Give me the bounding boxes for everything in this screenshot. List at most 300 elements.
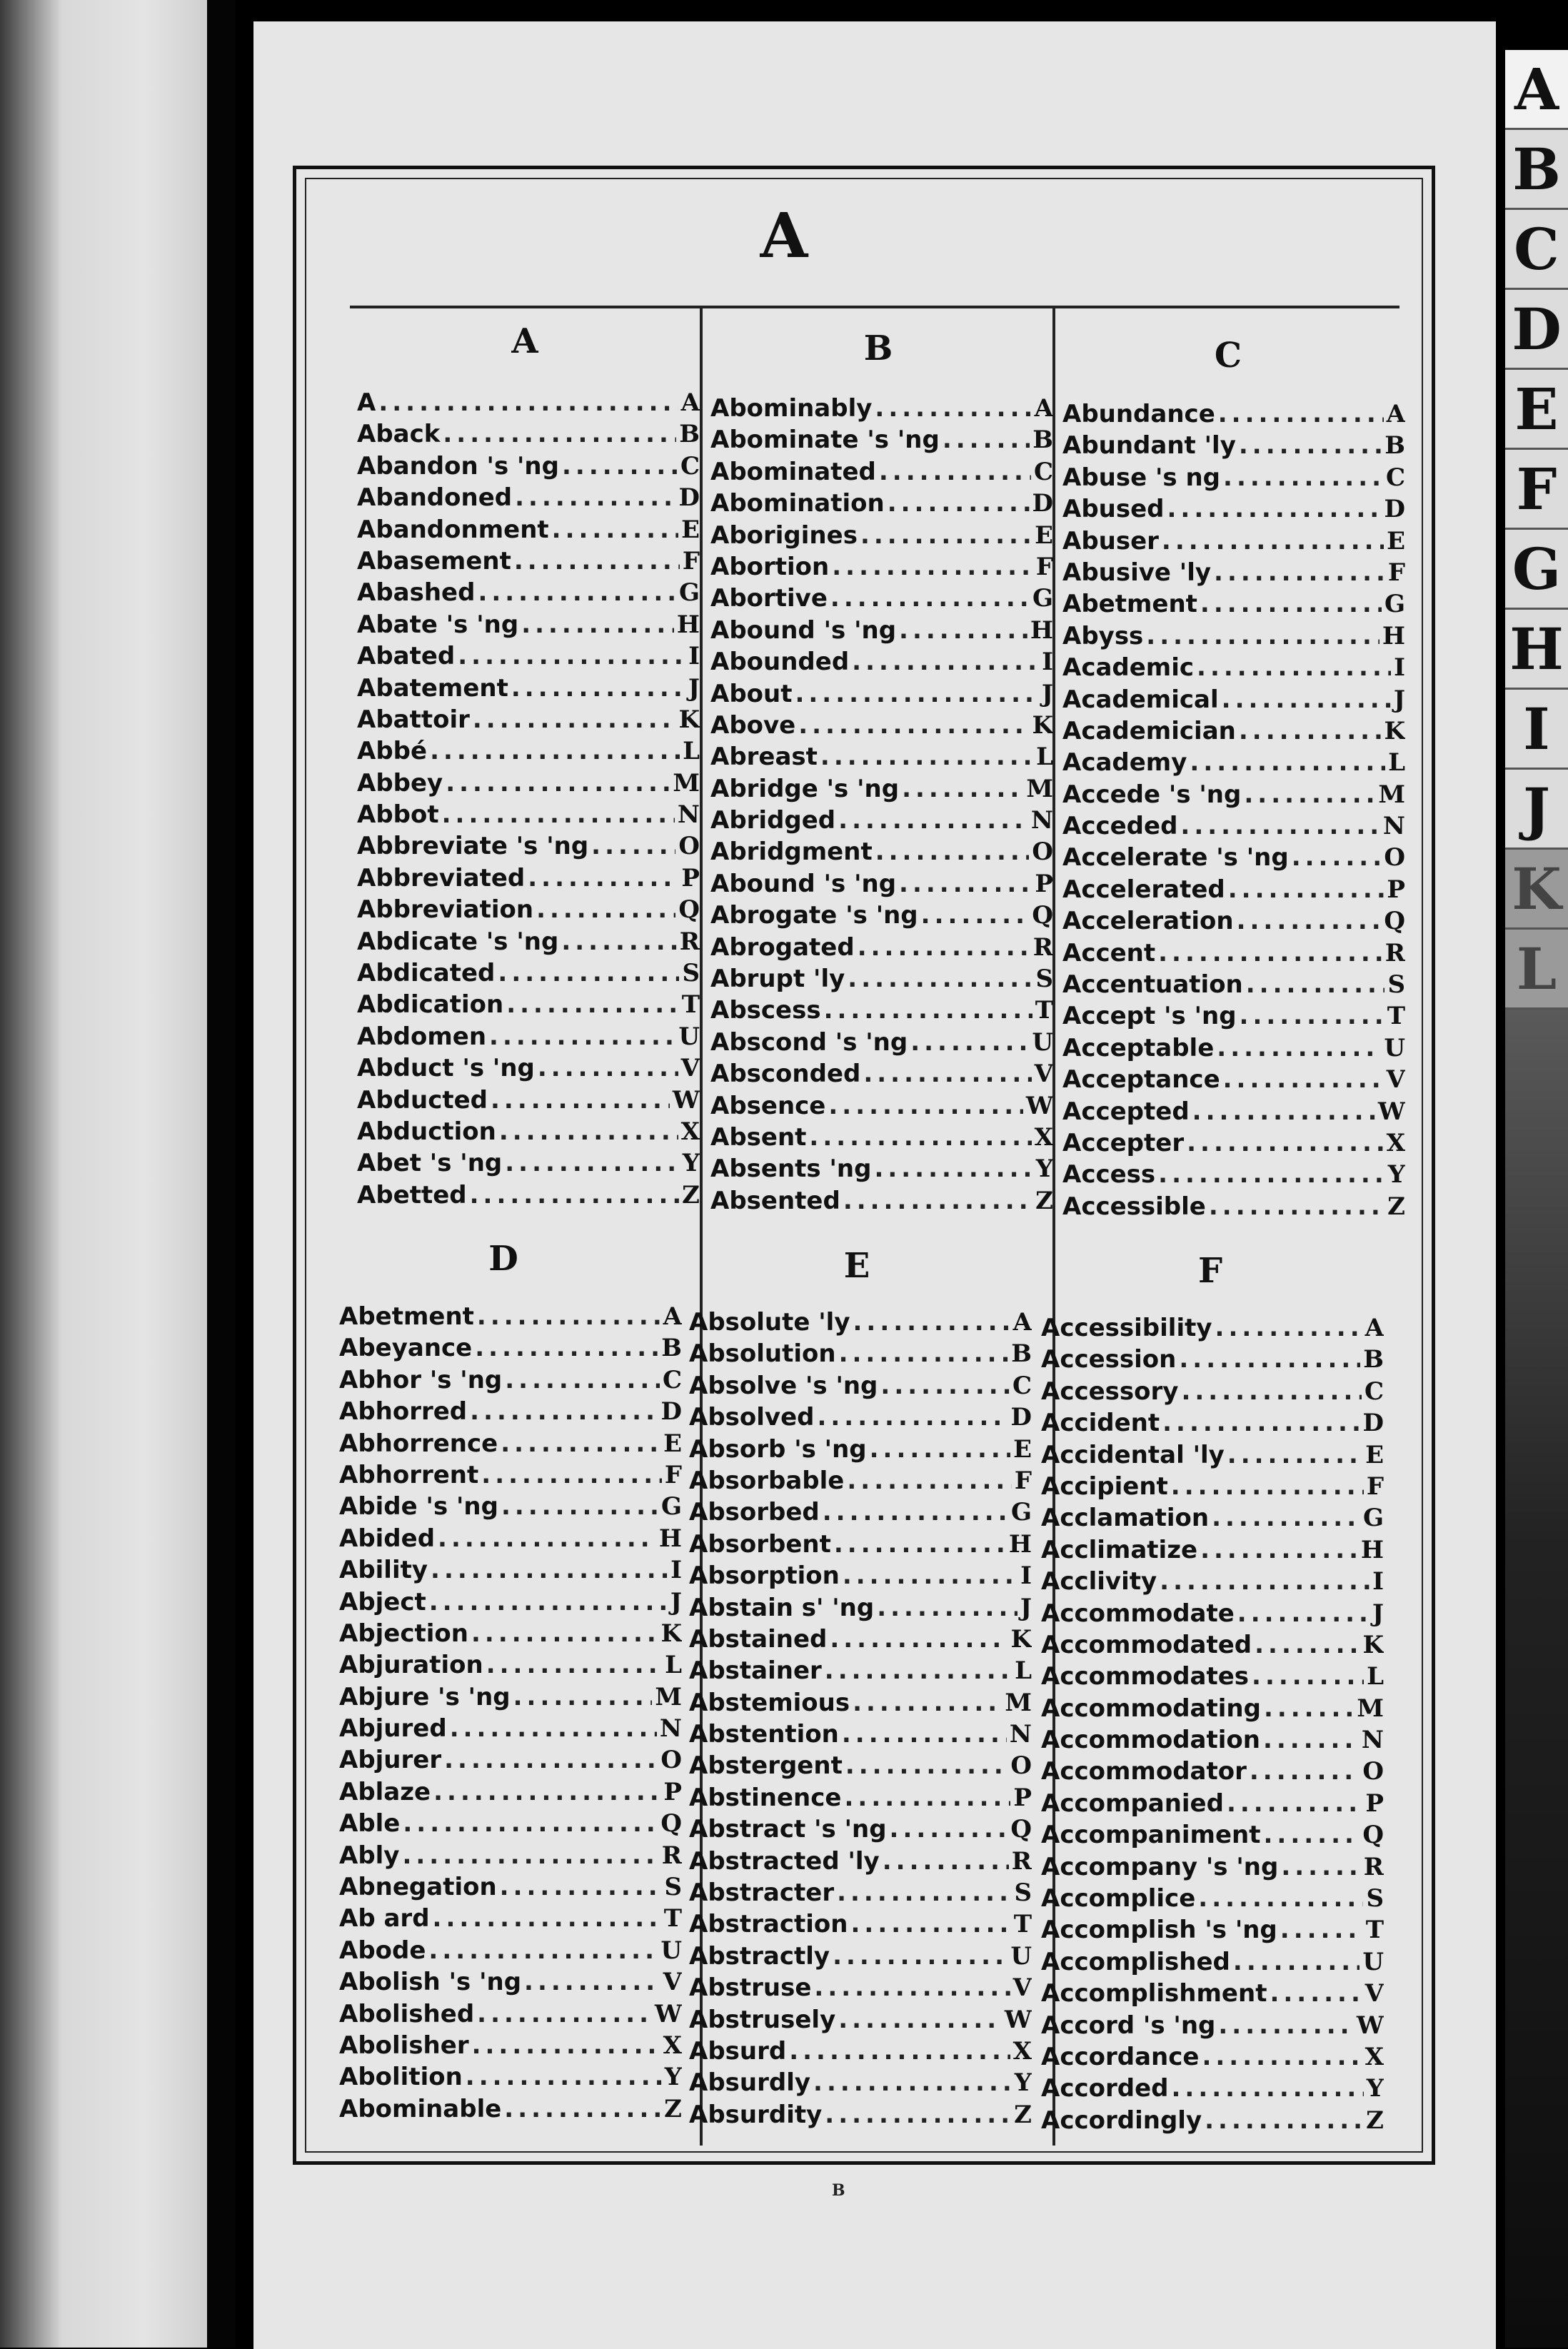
entry-word: Accede 's 'ng [1062, 780, 1242, 809]
entry-word: Absconded [710, 1060, 861, 1089]
entry-word: Academic [1062, 653, 1195, 683]
leader-dots [813, 2067, 1012, 2098]
entry-code: L [1388, 748, 1405, 778]
code-entry [357, 451, 700, 482]
code-entry [689, 1624, 1032, 1655]
leader-dots [910, 1027, 1029, 1058]
entry-word: Accompaniment [1041, 1821, 1261, 1850]
entry-code: J [1393, 685, 1405, 714]
entry-code: I [688, 642, 700, 671]
entry-code: G [678, 578, 700, 608]
entry-list [689, 1307, 1032, 2131]
code-entry [710, 583, 1053, 614]
entry-code: V [663, 1968, 682, 1997]
entry-code: B [1363, 1345, 1384, 1374]
entry-word: Ablaze [339, 1777, 431, 1806]
code-entry [339, 1301, 682, 1332]
entry-word: Abolisher [339, 2031, 469, 2060]
code-entry [1041, 1851, 1384, 1883]
index-tab-d[interactable]: D [1505, 290, 1568, 370]
entry-code: W [1004, 2005, 1032, 2034]
leader-dots [433, 1903, 661, 1934]
code-entry [1062, 1064, 1405, 1095]
code-entry [357, 514, 700, 545]
entry-word: Abridged [710, 806, 836, 835]
entry-code: M [1005, 1688, 1032, 1717]
heading-rule [350, 306, 1399, 308]
entry-word: Abhor 's 'ng [339, 1365, 503, 1394]
leader-dots [1233, 1946, 1360, 1978]
leader-dots [561, 926, 676, 957]
entry-code: X [1386, 1128, 1405, 1157]
leader-dots [858, 932, 1030, 963]
entry-word: Accent [1062, 938, 1156, 967]
entry-word: Absolve 's 'ng [689, 1371, 878, 1400]
leader-dots [830, 583, 1030, 614]
leader-dots [430, 735, 680, 767]
entry-code: L [683, 737, 700, 766]
code-entry [1041, 1629, 1384, 1661]
leader-dots [921, 900, 1030, 931]
code-entry [1062, 937, 1405, 969]
entry-code: J [1020, 1593, 1032, 1622]
entry-code: B [679, 420, 700, 449]
code-entry [1062, 874, 1405, 905]
entry-code: N [1361, 1726, 1384, 1755]
leader-dots [825, 1655, 1012, 1686]
leader-dots [402, 1840, 658, 1871]
entry-word: Abjurer [339, 1746, 442, 1775]
entry-code: I [1042, 648, 1053, 677]
entry-code: C [1364, 1377, 1384, 1406]
entry-word: Absurdly [689, 2068, 811, 2098]
entry-word: Abbreviation [357, 895, 534, 925]
code-entry [1062, 620, 1405, 652]
entry-code: X [1012, 2036, 1032, 2066]
entry-word: Accepted [1062, 1097, 1190, 1126]
entry-code: R [1032, 932, 1053, 962]
leader-dots [538, 1052, 678, 1084]
code-entry [339, 2093, 682, 2125]
code-entry [339, 1332, 682, 1364]
code-entry [339, 1649, 682, 1681]
code-entry [339, 1364, 682, 1396]
leader-dots [1200, 1534, 1358, 1566]
index-tab-f[interactable]: F [1505, 450, 1568, 530]
entry-word: Abandon 's 'ng [357, 451, 559, 481]
code-entry [1041, 2105, 1384, 2136]
entry-code: B [1032, 426, 1053, 455]
leader-dots [1252, 1661, 1364, 1692]
code-entry [339, 1713, 682, 1744]
leader-dots [524, 1966, 660, 1998]
entry-word: Accession [1041, 1345, 1177, 1374]
entry-word: Abominably [710, 394, 873, 423]
code-entry [1062, 462, 1405, 493]
code-entry [710, 836, 1053, 867]
entry-word: Abscess [710, 996, 821, 1025]
index-tab-c[interactable]: C [1505, 210, 1568, 290]
code-entry [1041, 1471, 1384, 1502]
entry-code: M [673, 768, 700, 798]
entry-code: A [1034, 394, 1053, 423]
code-entry [710, 932, 1053, 963]
entry-word: Abstemious [689, 1688, 850, 1717]
leader-dots [860, 520, 1032, 551]
entry-code: P [663, 1777, 682, 1806]
entry-code: D [660, 1397, 682, 1427]
code-entry [710, 488, 1053, 519]
entry-word: Absorb 's 'ng [689, 1434, 867, 1464]
code-entry [1041, 1978, 1384, 2009]
leader-dots [473, 704, 676, 735]
leader-dots [853, 1307, 1010, 1338]
entry-list [1041, 1312, 1384, 2136]
leader-dots [814, 1972, 1010, 2003]
leader-dots [513, 1681, 653, 1713]
entry-code: F [1366, 1472, 1384, 1501]
entry-word: Absented [710, 1186, 840, 1215]
entry-word: Abstraction [689, 1910, 848, 1939]
code-entry [689, 1972, 1032, 2003]
code-entry [357, 577, 700, 608]
entry-code: F [1014, 1466, 1032, 1495]
code-entry [1062, 747, 1405, 778]
entry-word: Abhorrent [339, 1460, 479, 1489]
entry-word: Abet 's 'ng [357, 1149, 503, 1178]
code-entry [689, 1465, 1032, 1497]
column-heading: D [488, 1239, 518, 1279]
entry-word: Ability [339, 1556, 428, 1585]
entry-code: M [1357, 1694, 1384, 1723]
code-entry [1062, 525, 1405, 557]
entry-word: Ab ard [339, 1904, 430, 1933]
entry-word: Accordance [1041, 2042, 1200, 2071]
leader-dots [943, 424, 1030, 456]
entry-code: L [1367, 1662, 1384, 1691]
book-gutter [207, 0, 236, 2348]
entry-word: Abjection [339, 1619, 468, 1648]
code-entry [357, 989, 700, 1020]
leader-dots [466, 2061, 662, 2093]
entry-code: L [1015, 1656, 1032, 1686]
code-entry [1041, 1566, 1384, 1597]
index-tab-e[interactable]: E [1505, 370, 1568, 450]
leader-dots [472, 2030, 660, 2061]
code-entry [1062, 588, 1405, 620]
entry-code: S [682, 959, 700, 988]
code-entry [689, 1846, 1032, 1877]
leader-dots [511, 673, 685, 704]
entry-code: M [655, 1682, 682, 1711]
entry-word: Abasement [357, 546, 511, 575]
leader-dots [875, 393, 1031, 424]
leader-dots [1158, 937, 1382, 969]
code-entry [710, 424, 1053, 456]
entry-code: I [1020, 1561, 1032, 1591]
code-entry [1062, 557, 1405, 588]
entry-code: S [1366, 1884, 1384, 1913]
leader-dots [899, 868, 1032, 900]
code-entry [689, 1529, 1032, 1560]
code-entry [1062, 652, 1405, 683]
entry-code: W [654, 1999, 682, 2028]
entry-word: Abolished [339, 1999, 475, 2028]
code-entry [710, 868, 1053, 900]
leader-dots [1239, 715, 1382, 747]
entry-code: Y [664, 2063, 682, 2092]
leader-dots [1212, 1502, 1360, 1534]
entry-word: Abbot [357, 800, 439, 830]
leader-dots [1240, 1000, 1384, 1032]
entry-word: Access [1062, 1160, 1156, 1189]
entry-word: Accommodating [1041, 1694, 1261, 1723]
leader-dots [870, 1434, 1010, 1465]
index-tab-a[interactable]: A [1505, 50, 1568, 130]
entry-word: Abided [339, 1524, 436, 1553]
entry-word: Accommodates [1041, 1662, 1250, 1691]
code-entry [357, 673, 700, 704]
entry-code: P [1365, 1789, 1384, 1818]
entry-word: Abbey [357, 768, 443, 798]
entry-word: Abattoir [357, 705, 470, 734]
entry-code: R [1384, 938, 1405, 967]
code-entry [710, 393, 1053, 424]
entry-word: Abominate 's 'ng [710, 426, 940, 455]
leader-dots [828, 1090, 1022, 1122]
index-tab-i[interactable]: I [1505, 690, 1568, 770]
entry-word: Abbreviated [357, 863, 526, 892]
entry-code: J [1041, 679, 1053, 708]
facing-page [0, 0, 207, 2348]
entry-word: Abortion [710, 552, 830, 581]
entry-word: Abject [339, 1587, 426, 1616]
leader-dots [890, 1814, 1008, 1845]
leader-dots [1205, 2105, 1363, 2136]
entry-code: Z [1387, 1192, 1405, 1221]
entry-word: Absorbent [689, 1529, 831, 1559]
code-entry [710, 805, 1053, 836]
code-entry [1041, 1344, 1384, 1375]
entry-word: Abolish 's 'ng [339, 1968, 522, 1997]
entry-code: G [1362, 1504, 1384, 1533]
entry-code: G [1010, 1498, 1032, 1527]
code-entry [1062, 1096, 1405, 1127]
entry-code: K [678, 705, 700, 734]
entry-word: Abhorrence [339, 1429, 498, 1458]
leader-dots [501, 1491, 658, 1522]
entry-word: Aback [357, 420, 441, 449]
entry-code: O [1384, 843, 1405, 872]
code-entry [710, 520, 1053, 551]
code-entry [710, 995, 1053, 1026]
index-tab-k[interactable]: K [1505, 850, 1568, 930]
code-entry [339, 1491, 682, 1522]
entry-word: Accommodated [1041, 1630, 1252, 1659]
entry-word: Acceptance [1062, 1065, 1220, 1095]
entry-word: Abridgment [710, 838, 873, 867]
code-entry [339, 1554, 682, 1586]
code-entry [1041, 1661, 1384, 1692]
leader-dots [505, 1364, 660, 1396]
leader-dots [875, 836, 1030, 867]
index-tab-g[interactable]: G [1505, 530, 1568, 610]
code-entry [357, 704, 700, 735]
entry-code: C [680, 451, 700, 481]
code-entry [689, 1338, 1032, 1369]
leader-dots [491, 1085, 670, 1116]
code-entry [710, 615, 1053, 646]
code-entry [339, 1903, 682, 1934]
column-heading: C [1214, 336, 1242, 376]
entry-code: O [1010, 1751, 1032, 1781]
leader-dots [789, 2036, 1010, 2067]
leader-dots [847, 1465, 1012, 1497]
entry-code: X [680, 1117, 700, 1146]
entry-word: Abscond 's 'ng [710, 1027, 908, 1057]
entry-code: X [1034, 1122, 1053, 1152]
leader-dots [1146, 620, 1379, 652]
code-entry [339, 1428, 682, 1459]
entry-code: L [1036, 743, 1053, 772]
entry-word: Abounded [710, 648, 850, 677]
entry-code: O [660, 1746, 682, 1775]
entry-code: W [672, 1085, 700, 1115]
leader-dots [1239, 430, 1382, 461]
code-entry [710, 1122, 1053, 1153]
entry-code: Z [1035, 1186, 1053, 1215]
entry-code: B [1384, 431, 1405, 461]
entry-code: W [1377, 1097, 1405, 1126]
code-entry [710, 551, 1053, 583]
entry-code: S [1014, 1878, 1032, 1908]
entry-word: Abstruse [689, 1973, 812, 2003]
leader-dots [877, 1592, 1017, 1624]
code-entry [339, 1871, 682, 1903]
code-entry [339, 1808, 682, 1839]
code-entry [357, 640, 700, 672]
index-tab-j[interactable]: J [1505, 770, 1568, 850]
entry-code: N [1030, 806, 1053, 835]
code-entry [357, 862, 700, 894]
entry-code: G [1032, 584, 1053, 613]
index-tab-l[interactable]: L [1505, 930, 1568, 1010]
code-entry [689, 1370, 1032, 1402]
entry-word: Acceleration [1062, 907, 1234, 936]
code-entry [1041, 1946, 1384, 1978]
entry-code: A [663, 1302, 682, 1331]
entry-word: Absurd [689, 2036, 787, 2066]
code-entry [689, 1782, 1032, 1814]
code-entry [339, 1396, 682, 1427]
leader-dots [838, 2004, 1002, 2036]
entry-word: Absence [710, 1091, 826, 1120]
leader-dots [498, 957, 679, 989]
code-entry [1062, 684, 1405, 715]
code-entry [1041, 1819, 1384, 1851]
entry-word: Absolute 'ly [689, 1308, 850, 1337]
leader-dots [442, 799, 675, 830]
leader-dots [528, 862, 678, 894]
entry-code: A [1365, 1314, 1384, 1342]
entry-code: P [1035, 869, 1053, 898]
entry-word: Abbreviate 's 'ng [357, 832, 589, 861]
entry-code: Q [678, 895, 700, 925]
column-heading: E [843, 1246, 870, 1286]
entry-code: E [1013, 1434, 1032, 1464]
leader-dots [837, 1877, 1011, 1908]
entry-code: A [1012, 1308, 1032, 1337]
code-entry [357, 830, 700, 862]
entry-word: Abate 's 'ng [357, 610, 519, 639]
entry-word: Accentuation [1062, 970, 1243, 1000]
entry-word: Accomplice [1041, 1884, 1196, 1913]
entry-code: Y [682, 1149, 700, 1178]
entry-code: R [1011, 1846, 1032, 1876]
entry-word: Abatement [357, 673, 508, 703]
entry-code: K [1362, 1630, 1384, 1659]
leader-dots [470, 1179, 680, 1211]
entry-word: Abandoned [357, 483, 513, 513]
entry-code: A [1386, 400, 1405, 428]
entry-word: Accompany 's 'ng [1041, 1852, 1279, 1881]
leader-dots [902, 773, 1023, 805]
leader-dots [521, 609, 674, 640]
entry-word: Abated [357, 642, 456, 671]
entry-word: Academician [1062, 716, 1236, 745]
entry-word: Above [710, 710, 796, 740]
entry-code: X [1365, 2042, 1384, 2071]
code-entry [689, 1750, 1032, 1781]
code-entry [1062, 493, 1405, 525]
leader-dots [1264, 1693, 1354, 1724]
leader-dots [501, 1428, 660, 1459]
entry-code: P [681, 863, 700, 892]
leader-dots [795, 678, 1038, 710]
code-entry [689, 1655, 1032, 1686]
entry-code: Y [1366, 2074, 1384, 2103]
entry-code: F [1035, 552, 1053, 581]
code-entry [689, 1592, 1032, 1624]
leader-dots [834, 1529, 1006, 1560]
entry-word: Abashed [357, 578, 476, 608]
entry-word: Abreast [710, 743, 818, 772]
entry-code: K [1384, 716, 1405, 745]
entry-word: Abstention [689, 1720, 839, 1749]
entry-word: Abominable [339, 2094, 502, 2123]
code-entry [1041, 2010, 1384, 2041]
leader-dots [830, 1624, 1007, 1655]
entry-code: V [1012, 1973, 1032, 2003]
section-letter: A [760, 200, 808, 272]
entry-code: E [681, 515, 700, 544]
index-tab-h[interactable]: H [1505, 610, 1568, 690]
code-entry [357, 799, 700, 830]
entry-word: Abdication [357, 990, 504, 1020]
entry-code: D [1010, 1403, 1032, 1432]
entry-word: Abusive 'ly [1062, 558, 1212, 587]
entry-word: Abolition [339, 2063, 463, 2092]
leader-dots [1190, 747, 1385, 778]
code-entry [710, 678, 1053, 710]
entry-code: U [1362, 1947, 1384, 1976]
entry-code: H [658, 1524, 682, 1553]
entry-code: U [660, 1936, 682, 1965]
index-tab-b[interactable]: B [1505, 130, 1568, 210]
code-entry [339, 1523, 682, 1554]
entry-word: Abducted [357, 1085, 488, 1115]
entry-code: S [1387, 970, 1405, 1000]
